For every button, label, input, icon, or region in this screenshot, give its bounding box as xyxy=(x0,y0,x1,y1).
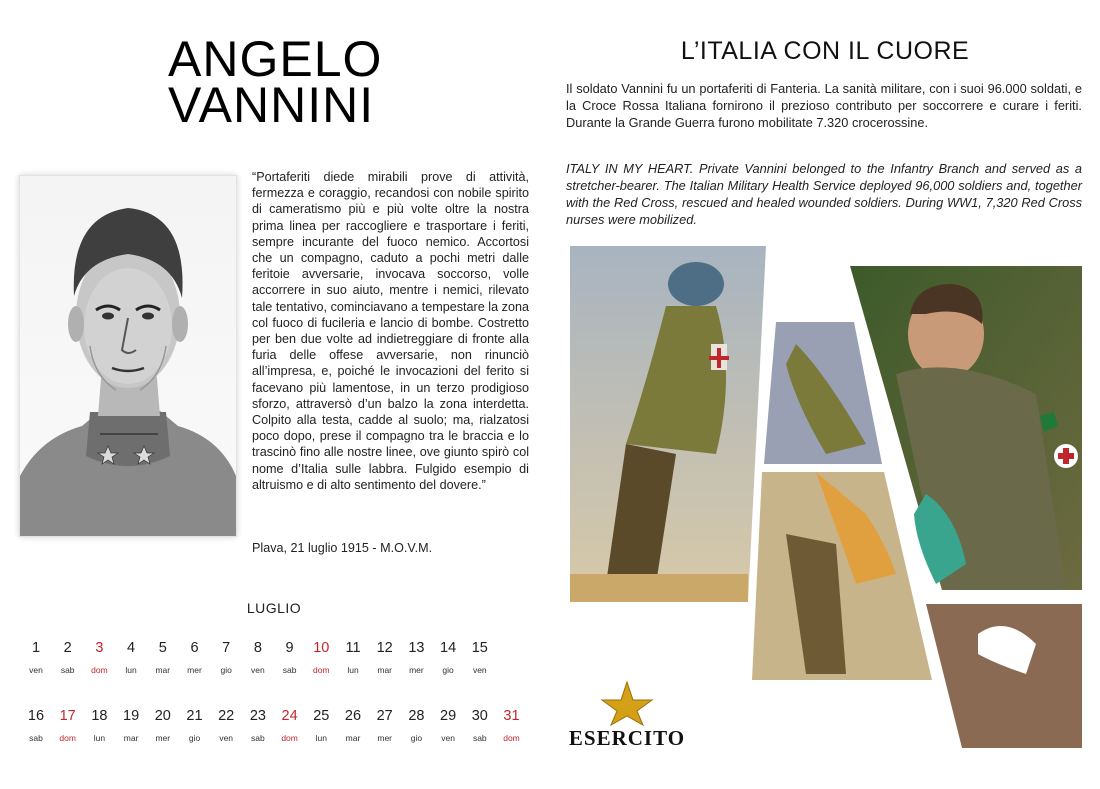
italian-paragraph: Il soldato Vannini fu un portaferiti di Fanteria. La sanità militare, con i suoi 96.000 soldati, e la Croce Rossa Italiana fornirono il prezioso contributo per soccorrere e curare i feriti. Durante la Grande Guerra furono mobilitate 7.320 crocerossine. xyxy=(566,81,1082,130)
day-number: 27 xyxy=(376,708,393,724)
calendar-month: LUGLIO xyxy=(246,600,302,616)
day-of-week: dom xyxy=(313,665,330,675)
day-number: 8 xyxy=(253,640,262,656)
day-number: 4 xyxy=(127,640,136,656)
day-of-week: mer xyxy=(155,733,171,743)
calendar-day xyxy=(210,704,242,743)
calendar-day xyxy=(464,636,496,675)
calendar-day xyxy=(400,636,432,675)
day-of-week: ven xyxy=(472,665,487,675)
calendar-day xyxy=(496,704,528,743)
day-number: 5 xyxy=(158,640,167,656)
day-number: 31 xyxy=(503,708,520,724)
day-of-week: mer xyxy=(187,665,202,675)
logo-text: ESERCITO xyxy=(568,726,686,750)
day-number: 24 xyxy=(281,708,298,724)
day-of-week: gio xyxy=(220,665,232,675)
star-icon xyxy=(568,680,686,726)
day-of-week: mar xyxy=(345,733,361,743)
day-of-week: lun xyxy=(125,665,137,675)
calendar-day xyxy=(274,704,306,743)
day-of-week: ven xyxy=(29,665,43,675)
day-of-week: mar xyxy=(377,665,392,675)
calendar-day xyxy=(242,636,274,675)
day-number: 11 xyxy=(345,640,361,656)
day-of-week: ven xyxy=(219,733,234,743)
calendar-day xyxy=(52,704,84,743)
day-of-week: lun xyxy=(347,665,359,675)
calendar-day xyxy=(20,636,52,675)
day-of-week: dom xyxy=(503,733,520,743)
calendar-day xyxy=(274,636,306,675)
calendar-day xyxy=(147,704,179,743)
painting-soldier-panel xyxy=(570,246,766,602)
day-number: 14 xyxy=(440,640,457,656)
day-of-week: ven xyxy=(441,733,455,743)
day-of-week: sab xyxy=(251,733,265,743)
calendar-day xyxy=(210,636,242,675)
calendar-day xyxy=(305,636,337,675)
calendar-day xyxy=(115,704,147,743)
day-number: 17 xyxy=(59,708,76,724)
calendar-day xyxy=(305,704,337,743)
day-number: 12 xyxy=(376,640,393,656)
day-of-week: gio xyxy=(410,733,423,743)
day-number: 3 xyxy=(95,640,104,656)
day-number: 15 xyxy=(471,640,488,656)
day-number: 1 xyxy=(31,640,41,656)
calendar-day xyxy=(337,704,369,743)
calendar-day xyxy=(20,704,52,743)
calendar-day xyxy=(147,636,179,675)
day-number: 25 xyxy=(313,708,330,724)
day-number: 28 xyxy=(408,708,425,724)
day-of-week: mer xyxy=(409,665,424,675)
day-of-week: sab xyxy=(29,733,43,743)
calendar-day xyxy=(242,704,274,743)
painting-legs-panel xyxy=(752,472,932,680)
day-of-week: gio xyxy=(442,665,454,675)
day-number: 20 xyxy=(154,708,171,724)
day-of-week: lun xyxy=(315,733,327,743)
day-number: 10 xyxy=(313,640,330,656)
calendar-day xyxy=(52,636,84,675)
calendar-day xyxy=(464,704,496,743)
day-of-week: gio xyxy=(188,733,201,743)
portrait-sketch xyxy=(20,176,236,536)
day-number: 6 xyxy=(190,640,199,656)
calendar-day xyxy=(115,636,147,675)
calendar-row-2 xyxy=(20,704,530,744)
calendar-day xyxy=(369,636,401,675)
calendar-day xyxy=(179,636,211,675)
calendar-day xyxy=(179,704,211,743)
calendar-day xyxy=(432,636,464,675)
day-of-week: dom xyxy=(281,733,298,743)
english-paragraph: ITALY IN MY HEART. Private Vannini belonged to the Infantry Branch and served as a stretcher-bearer. The Italian Military Health Service deployed 96,000 soldiers and, together with the Red Cross, rescued and healed wounded soldiers. During WW1, 7,320 Red Cross nurses were mobilized. xyxy=(566,161,1082,227)
day-number: 23 xyxy=(249,708,266,724)
day-number: 7 xyxy=(222,640,231,656)
day-number: 26 xyxy=(344,708,362,724)
calendar-day xyxy=(432,704,464,743)
calendar-day xyxy=(369,704,401,743)
day-of-week: ven xyxy=(251,665,265,675)
calendar-row-1 xyxy=(20,636,530,676)
day-of-week: lun xyxy=(93,733,106,743)
portrait-drawing xyxy=(19,175,237,537)
day-number: 19 xyxy=(123,708,140,724)
day-of-week: dom xyxy=(59,733,76,743)
calendar-day xyxy=(83,636,115,675)
day-number: 22 xyxy=(218,708,235,724)
day-number: 30 xyxy=(471,708,488,724)
day-number: 9 xyxy=(285,640,294,656)
day-of-week: mer xyxy=(377,733,392,743)
painting-arm-panel xyxy=(764,322,882,464)
day-of-week: sab xyxy=(472,733,487,743)
collage-graphic xyxy=(566,244,1086,750)
day-of-week: mar xyxy=(155,665,171,675)
day-number: 16 xyxy=(27,708,45,724)
esercito-logo xyxy=(568,680,686,750)
page-title xyxy=(168,31,428,133)
citation-text: “Portaferiti diede mirabili prove di attività, fermezza e coraggio, recandosi con nobile spirito di cameratismo più e più volte oltre la nostra prima linea per raccogliere e trasportare i feriti, sempre incurante del fuoco nemico. Accortosi che un compagno, caduto a pochi metri dalle feritoie avversarie, invocava soccorso, volle accorrere in suo aiuto, mentre i nemici, rilevato tale tentativo, cominciavano a tempestare la zona col fuoco di fucileria e lancio di bombe. Costretto per ben due volte ad indietreggiare di fronte alla furia delle offese avversarie, non rinunciò all’impresa, e, poiché le invocazioni del ferito si facevano più lamentose, in un terzo prodigioso sforzo, attraversò d’un balzo la zona interdetta. Colpito alla testa, cadde al suolo; ma, rialzatosi poco dopo, prese il compagno tra le braccia e lo trascinò fino alle nostre linee, ove giunto spirò col nome d’Italia sulle labbra. Fulgido esempio di altruismo e di alto sentimento del dovere.” xyxy=(252,170,529,492)
citation-place-date: Plava, 21 luglio 1915 - M.O.V.M. xyxy=(252,541,433,555)
calendar-day xyxy=(400,704,432,743)
day-of-week: dom xyxy=(91,665,108,675)
title-first-name: ANGELO xyxy=(168,31,383,87)
photo-collage xyxy=(566,244,1086,750)
day-number: 18 xyxy=(91,708,108,724)
day-number: 2 xyxy=(63,640,72,656)
calendar-day xyxy=(83,704,115,743)
section-title: L’ITALIA CON IL CUORE xyxy=(680,37,970,65)
day-of-week: sab xyxy=(282,665,297,675)
day-of-week: mar xyxy=(123,733,139,743)
calendar-day xyxy=(337,636,369,675)
day-number: 29 xyxy=(440,708,457,724)
day-number: 13 xyxy=(408,640,425,656)
title-last-name: VANNINI xyxy=(168,77,375,133)
day-of-week: sab xyxy=(60,665,75,675)
day-number: 21 xyxy=(186,708,203,724)
